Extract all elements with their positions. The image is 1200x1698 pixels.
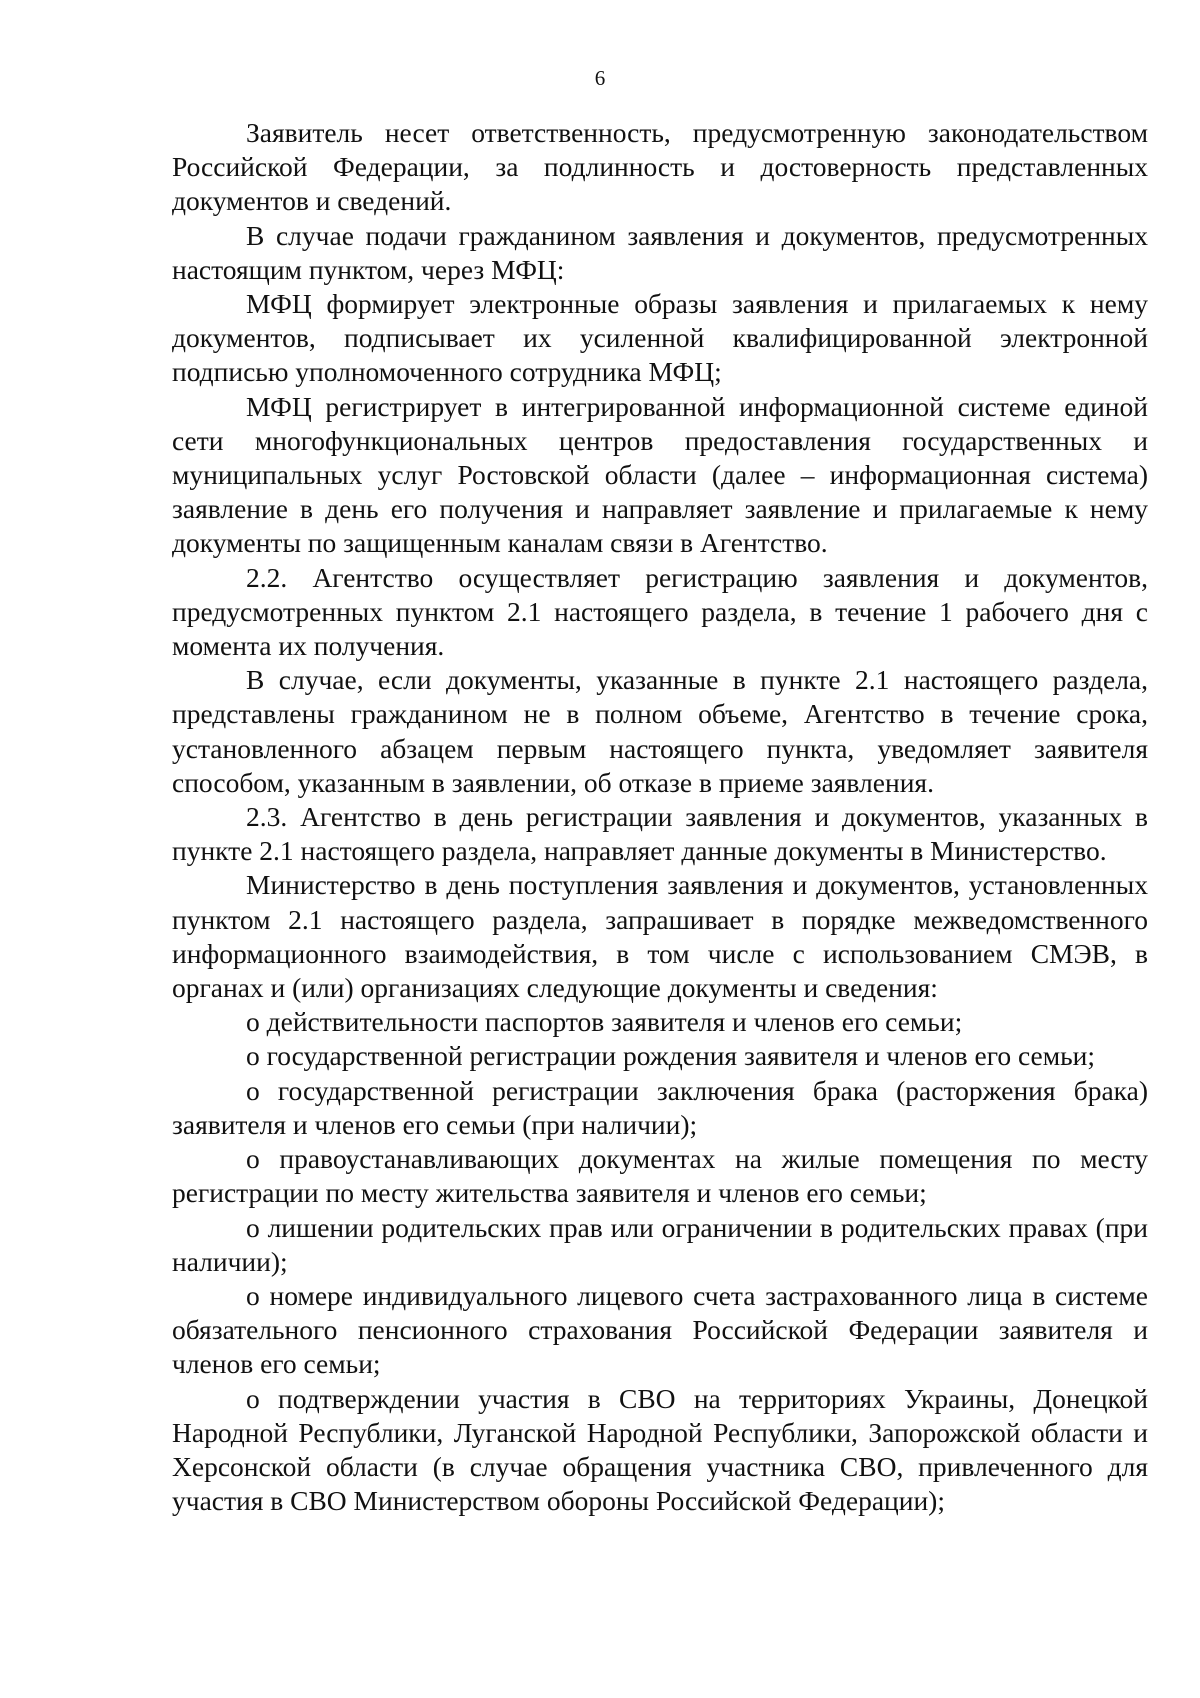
- paragraph-incomplete-documents: В случае, если документы, указанные в пункте 2.1 настоящего раздела, представлены гражданином не в полном объеме, Агентство в течение срока, установленного абзацем первым настоящего пункта, уведомляет заявителя способом, указанным в заявлении, об отказе в приеме заявления.: [172, 664, 1148, 798]
- list-item-svo-participation: о подтверждении участия в СВО на территориях Украины, Донецкой Народной Республики, Луганской Народной Республики, Запорожской области и Херсонской области (в случае обращения участника СВО, привлеченного для участия в СВО Министерством обороны Российской Федерации);: [172, 1382, 1148, 1517]
- list-item-birth-registration: о государственной регистрации рождения заявителя и членов его семьи;: [246, 1040, 1095, 1072]
- list-item-parental-rights: о лишении родительских прав или ограничении в родительских правах (при наличии);: [172, 1211, 1148, 1277]
- paragraph-applicant-responsibility: Заявитель несет ответственность, предусмотренную законодательством Российской Федерации, за подлинность и достоверность представленных документов и сведений.: [172, 117, 1148, 217]
- paragraph-agency-registration: 2.2. Агентство осуществляет регистрацию заявления и документов, предусмотренных пунктом 2.1 настоящего раздела, в течение 1 рабочего дня с момента их получения.: [172, 561, 1148, 662]
- list-item-housing-documents: о правоустанавливающих документах на жилые помещения по месту регистрации по месту жительства заявителя и членов его семьи;: [172, 1143, 1148, 1209]
- document-body: [172, 116, 1148, 1518]
- list-item-insurance-account: о номере индивидуального лицевого счета застрахованного лица в системе обязательного пенсионного страхования Российской Федерации заявителя и членов его семьи;: [172, 1279, 1148, 1380]
- paragraph-agency-forwarding: 2.3. Агентство в день регистрации заявления и документов, указанных в пункте 2.1 настоящего раздела, направляет данные документы в Министерство.: [172, 801, 1148, 867]
- paragraph-mfc-registration: МФЦ регистрирует в интегрированной информационной системе единой сети многофункциональных центров предоставления государственных и муниципальных услуг Ростовской области (далее – информационная система) заявление в день его получения и направляет заявление и прилагаемые к нему документы по защищенным каналам связи в Агентство.: [172, 390, 1148, 559]
- list-item-marriage-registration: о государственной регистрации заключения брака (расторжения брака) заявителя и членов его семьи (при наличии);: [172, 1074, 1148, 1140]
- list-item-passports: о действительности паспортов заявителя и членов его семьи;: [246, 1006, 963, 1038]
- paragraph-ministry-requests: Министерство в день поступления заявления и документов, установленных пунктом 2.1 настоящего раздела, запрашивает в порядке межведомственного информационного взаимодействия, в том числе с использованием СМЭВ, в органах и (или) организациях следующие документы и сведения:: [172, 869, 1148, 1004]
- paragraph-mfc-electronic-images: МФЦ формирует электронные образы заявления и прилагаемых к нему документов, подписывает их усиленной квалифицированной электронной подписью уполномоченного сотрудника МФЦ;: [172, 288, 1148, 388]
- page-number: 6: [594, 66, 606, 90]
- paragraph-mfc-submission: В случае подачи гражданином заявления и документов, предусмотренных настоящим пунктом, через МФЦ:: [172, 219, 1148, 285]
